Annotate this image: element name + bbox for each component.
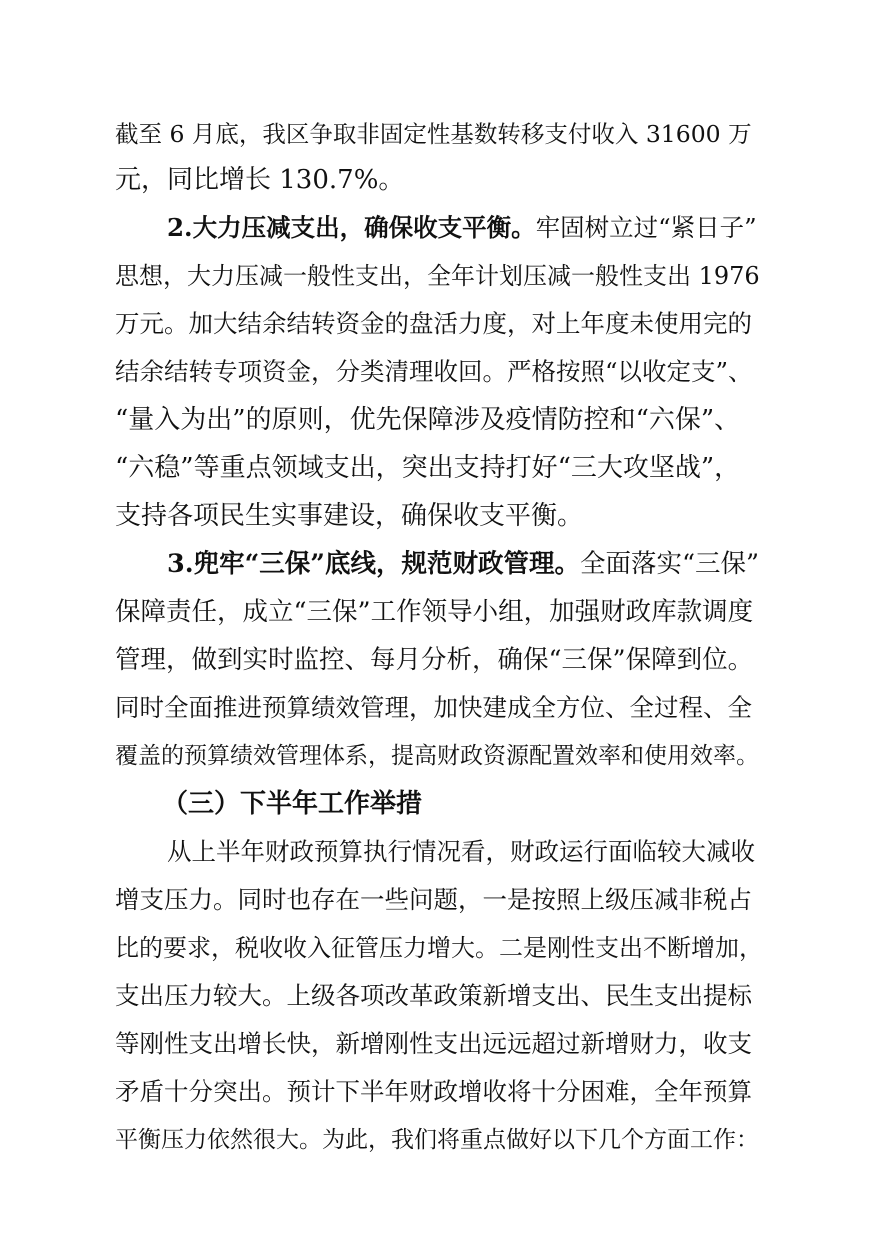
paragraph-line: 管理，做到实时监控、每月分析，确保“三保”保障到位。 [115, 645, 754, 675]
section-paragraph-3 [167, 542, 763, 586]
section-heading-2: 2.大力压减支出，确保收支平衡。 [167, 213, 536, 242]
paragraph-line: “六稳”等重点领域支出，突出支持打好“三大攻坚战”， [115, 453, 741, 483]
subsection-heading: （三）下半年工作举措 [162, 789, 423, 819]
paragraph-text: 全面落实“三保” [579, 549, 760, 579]
paragraph-line: 从上半年财政预算执行情况看，财政运行面临较大减收 [167, 837, 755, 866]
paragraph-line: 平衡压力依然很大。为此，我们将重点做好以下几个方面工作： [115, 1127, 759, 1153]
paragraph-line: 同时全面推进预算绩效管理，加快建成全方位、全过程、全 [115, 693, 752, 722]
paragraph-line: 思想，大力压减一般性支出，全年计划压减一般性支出 1976 [115, 262, 760, 290]
paragraph-line: 截至 6 月底，我区争取非固定性基数转移支付收入 31600 万 [115, 120, 752, 148]
paragraph-line: 比的要求，税收收入征管压力增大。二是刚性支出不断增加， [115, 934, 763, 962]
section-paragraph-2 [167, 206, 763, 250]
paragraph-text: 牢固树立过“紧日子” [535, 213, 757, 242]
paragraph-line: 覆盖的预算绩效管理体系，提高财政资源配置效率和使用效率。 [115, 743, 759, 769]
paragraph-line: 保障责任，成立“三保”工作领导小组，加强财政库款调度 [115, 597, 754, 627]
paragraph-line: 等刚性支出增长快，新增刚性支出远远超过新增财力，收支 [115, 1029, 752, 1058]
paragraph-line: 矛盾十分突出。预计下半年财政增收将十分困难，全年预算 [115, 1077, 752, 1106]
paragraph-line: 元，同比增长 130.7%。 [115, 165, 405, 195]
paragraph-line: 结余结转专项资金，分类清理收回。严格按照“以收定支”、 [115, 357, 753, 386]
paragraph-line: 支出压力较大。上级各项改革政策新增支出、民生支出提标 [115, 981, 752, 1010]
paragraph-line: 增支压力。同时也存在一些问题，一是按照上级压减非税占 [115, 885, 752, 914]
paragraph-line: 万元。加大结余结转资金的盘活力度，对上年度未使用完的 [115, 309, 752, 338]
section-heading-3: 3.兜牢“三保”底线，规范财政管理。 [167, 549, 580, 579]
paragraph-line: “量入为出”的原则，优先保障涉及疫情防控和“六保”、 [115, 405, 741, 435]
paragraph-line: 支持各项民生实事建设，确保收支平衡。 [115, 501, 584, 531]
